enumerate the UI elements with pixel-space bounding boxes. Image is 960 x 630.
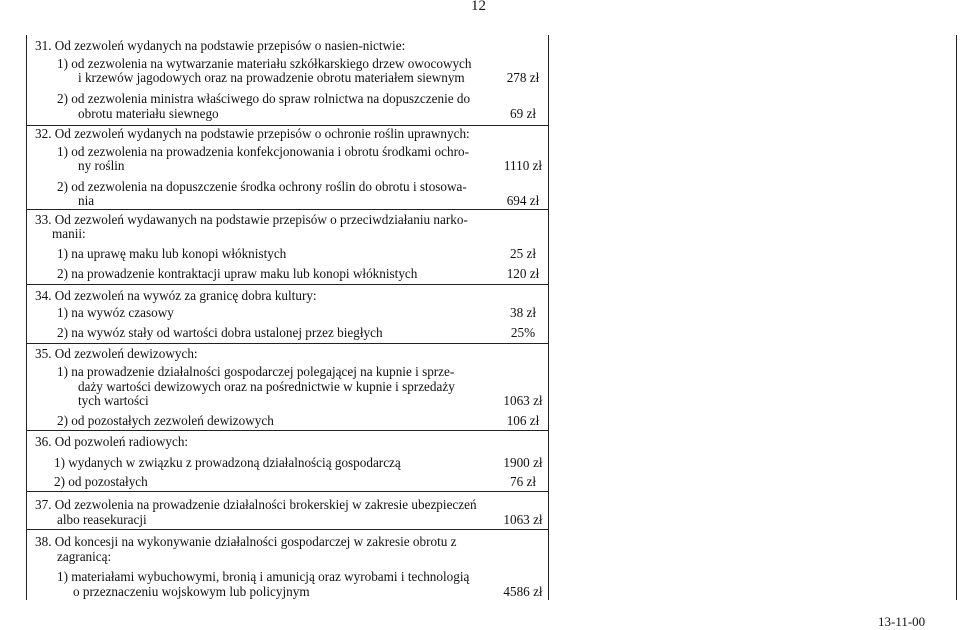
section-33-item-1: 1) na uprawę maku lub konopi włóknistych — [57, 246, 287, 261]
amount: 120 zł — [506, 266, 540, 281]
section-35-item-1: tych wartości — [78, 393, 149, 408]
section-38-item-1: 1) materiałami wybuchowymi, bronią i amunicją oraz wyrobami i technologią — [57, 569, 470, 584]
amount: 76 zł — [509, 474, 536, 489]
amount: 1900 zł — [503, 455, 543, 470]
page-number: 12 — [471, 0, 486, 14]
section-32-item-2: nia — [78, 193, 95, 208]
section-33-title-cont: manii: — [52, 226, 86, 241]
section-35-item-2: 2) od pozostałych zezwoleń dewizowych — [57, 413, 274, 428]
amount: 25 zł — [509, 246, 536, 261]
section-31-title: 31. Od zezwoleń wydanych na podstawie przepisów o nasien-nictwie: — [35, 38, 406, 53]
amount: 106 zł — [506, 413, 540, 428]
section-35-item-1: 1) na prowadzenie działalności gospodarczej polegającej na kupnie i sprze- — [57, 364, 455, 379]
section-37-title: 37. Od zezwolenia na prowadzenie działalności brokerskiej w zakresie ubezpieczeń — [35, 497, 477, 512]
section-separator — [26, 284, 548, 285]
section-32-item-2: 2) od zezwolenia na dopuszczenie środka ochrony roślin do obrotu i stosowa- — [57, 179, 467, 194]
section-32-item-1: 1) od zezwolenia na prowadzenia konfekcjonowania i obrotu środkami ochro- — [57, 144, 469, 159]
section-33-item-2: 2) na prowadzenie kontraktacji upraw maku lub konopi włóknistych — [57, 266, 418, 281]
section-35-title: 35. Od zezwoleń dewizowych: — [35, 346, 198, 361]
amount: 694 zł — [506, 193, 540, 208]
amount: 38 zł — [509, 305, 536, 320]
section-32-title: 32. Od zezwoleń wydanych na podstawie przepisów o ochronie roślin uprawnych: — [35, 126, 470, 141]
amount: 25% — [510, 325, 536, 340]
section-38-title: 38. Od koncesji na wykonywanie działalności gospodarczej w zakresie obrotu z — [35, 534, 457, 549]
amount: 4586 zł — [503, 584, 543, 599]
section-separator — [26, 209, 548, 210]
amount: 1063 zł — [503, 512, 543, 527]
section-38-item-1: o przeznaczeniu wojskowym lub policyjnym — [73, 584, 310, 599]
section-34-item-1: 1) na wywóz czasowy — [57, 305, 174, 320]
section-34-item-2: 2) na wywóz stały od wartości dobra ustalonej przez biegłych — [57, 325, 383, 340]
amount: 278 zł — [506, 70, 540, 85]
section-separator — [26, 430, 548, 431]
section-separator — [26, 529, 548, 530]
section-31-item-1: i krzewów jagodowych oraz na prowadzenie obrotu materiałem siewnym — [78, 70, 465, 85]
table-left-border — [26, 35, 27, 600]
section-separator — [26, 491, 548, 492]
amount: 1110 zł — [503, 158, 543, 173]
section-33-title: 33. Od zezwoleń wydawanych na podstawie przepisów o przeciwdziałaniu narko- — [35, 212, 468, 227]
section-36-item-1: 1) wydanych w związku z prowadzoną działalnością gospodarczą — [54, 455, 401, 470]
amount: 69 zł — [509, 106, 536, 121]
section-31-item-2: 2) od zezwolenia ministra właściwego do spraw rolnictwa na dopuszczenie do — [57, 91, 471, 106]
section-38-title-cont: zagranicą: — [57, 549, 112, 564]
section-37-title-cont: albo reasekuracji — [57, 512, 147, 527]
section-31-item-1: 1) od zezwolenia na wytwarzanie materiału szkółkarskiego drzew owocowych — [57, 56, 472, 71]
table-right-border — [956, 35, 957, 600]
section-36-item-2: 2) od pozostałych — [54, 474, 148, 489]
section-34-title: 34. Od zezwoleń na wywóz za granicę dobra kultury: — [35, 288, 317, 303]
amount: 1063 zł — [503, 393, 543, 408]
section-35-item-1: daży wartości dewizowych oraz na pośrednictwie w kupnie i sprzedaży — [78, 379, 455, 394]
section-31-item-2: obrotu materiału siewnego — [78, 106, 219, 121]
footer-code: 13-11-00 — [878, 614, 926, 629]
section-32-item-1: ny roślin — [78, 158, 125, 173]
section-separator — [26, 343, 548, 344]
section-36-title: 36. Od pozwoleń radiowych: — [35, 434, 189, 449]
